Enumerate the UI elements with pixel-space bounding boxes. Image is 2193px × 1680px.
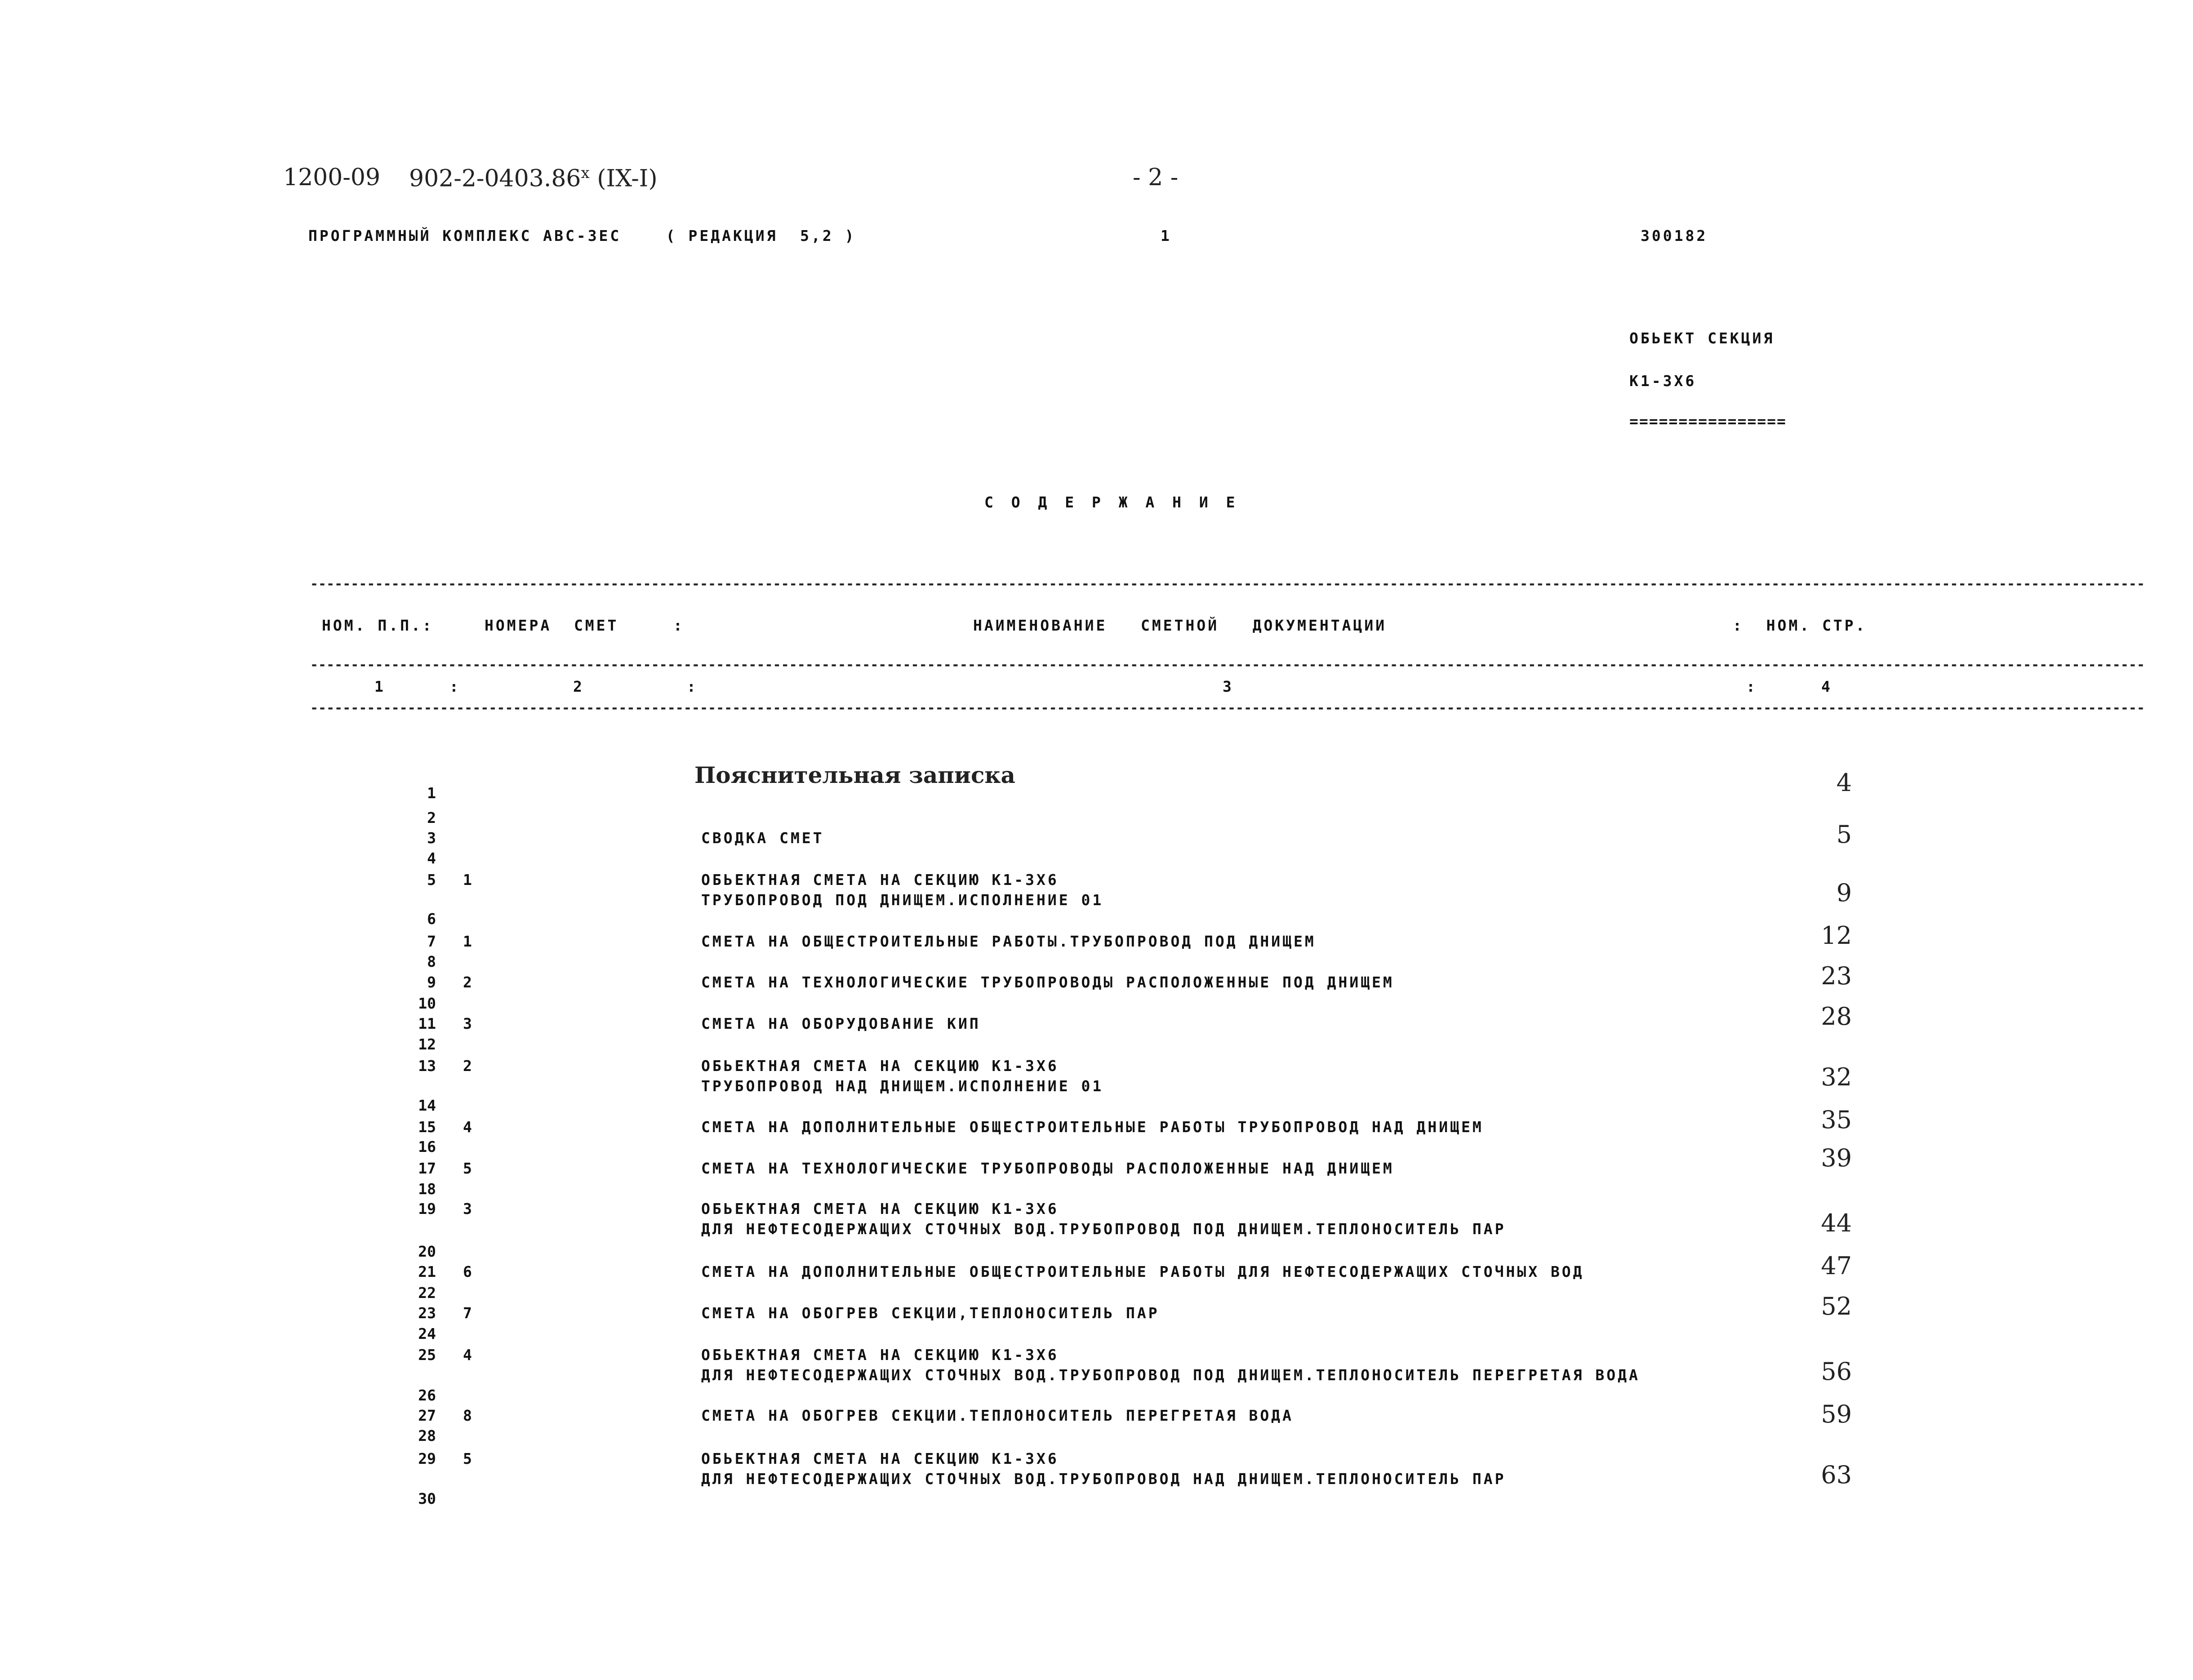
object-label: ОБЬЕКТ СЕКЦИЯ [1629, 329, 1775, 347]
row-title-line: ДЛЯ НЕФТЕСОДЕРЖАЩИХ СТОЧНЫХ ВОД.ТРУБОПРОВОД ПОД ДНИЩЕМ.ТЕПЛОНОСИТЕЛЬ ПЕРЕГРЕТАЯ ВОДА [701, 1366, 1640, 1384]
row-title-line: ОБЬЕКТНАЯ СМЕТА НА СЕКЦИЮ К1-3Х6 [701, 1200, 1059, 1218]
row-pp-number: 10 [418, 995, 436, 1012]
row-page-number: 56 [1821, 1357, 1852, 1386]
row-title-line: СМЕТА НА ТЕХНОЛОГИЧЕСКИЕ ТРУБОПРОВОДЫ РАСПОЛОЖЕННЫЕ ПОД ДНИЩЕМ [701, 973, 1394, 991]
row-title-line: ДЛЯ НЕФТЕСОДЕРЖАЩИХ СТОЧНЫХ ВОД.ТРУБОПРОВОД ПОД ДНИЩЕМ.ТЕПЛОНОСИТЕЛЬ ПАР [701, 1220, 1506, 1238]
column-header-page: : НОМ. СТР. [1733, 617, 1867, 634]
row-pp-number: 3 [427, 829, 436, 847]
row-title-line: ДЛЯ НЕФТЕСОДЕРЖАЩИХ СТОЧНЫХ ВОД.ТРУБОПРОВОД НАД ДНИЩЕМ.ТЕПЛОНОСИТЕЛЬ ПАР [701, 1470, 1506, 1488]
row-smeta-number: 1 [463, 933, 472, 950]
row-pp-number: 27 [418, 1407, 436, 1424]
row-pp-number: 17 [418, 1160, 436, 1177]
project-code-mark: x [581, 164, 590, 182]
row-pp-number: 29 [418, 1450, 436, 1467]
row-page-number: 47 [1821, 1252, 1852, 1280]
row-pp-number: 1 [427, 784, 436, 802]
row-title-line: СВОДКА СМЕТ [701, 829, 824, 847]
row-page-number: 52 [1821, 1292, 1852, 1320]
row-pp-number: 8 [427, 953, 436, 970]
row-page-number: 44 [1821, 1209, 1852, 1237]
row-page-number: 4 [1836, 769, 1852, 797]
row-page-number: 35 [1821, 1106, 1852, 1134]
row-pp-number: 4 [427, 849, 436, 867]
column-number-separator-3: : [1746, 678, 1757, 695]
row-smeta-number: 4 [463, 1346, 472, 1364]
header-rule-middle: ---------------------------------------------------------------------------------------------------------------------------------------------------------------------------------------------------------------------------------- [310, 657, 2145, 673]
row-page-number: 39 [1821, 1144, 1852, 1172]
row-pp-number: 28 [418, 1427, 436, 1444]
row-pp-number: 15 [418, 1118, 436, 1136]
row-smeta-number: 6 [463, 1263, 472, 1280]
row-title-line: СМЕТА НА ОБОГРЕВ СЕКЦИИ,ТЕПЛОНОСИТЕЛЬ ПАР [701, 1304, 1160, 1322]
row-smeta-number: 3 [463, 1015, 472, 1032]
row-title-line: СМЕТА НА ОБОГРЕВ СЕКЦИИ.ТЕПЛОНОСИТЕЛЬ ПЕРЕГРЕТАЯ ВОДА [701, 1407, 1294, 1424]
row-page-number: 32 [1821, 1063, 1852, 1091]
row-pp-number: 7 [427, 933, 436, 950]
row-smeta-number: 3 [463, 1200, 472, 1218]
column-number-separator-1: : [449, 678, 461, 695]
row-smeta-number: 5 [463, 1160, 472, 1177]
column-number-2: 2 [573, 678, 584, 695]
project-code [409, 164, 658, 192]
header-rule-top: ---------------------------------------------------------------------------------------------------------------------------------------------------------------------------------------------------------------------------------- [310, 576, 2145, 592]
column-number-3: 3 [1223, 678, 1234, 695]
row-title-line: ТРУБОПРОВОД ПОД ДНИЩЕМ.ИСПОЛНЕНИЕ 01 [701, 891, 1104, 909]
row-pp-number: 9 [427, 973, 436, 991]
row-title-line: Пояснительная записка [694, 762, 1015, 788]
row-title-line: ОБЬЕКТНАЯ СМЕТА НА СЕКЦИЮ К1-3Х6 [701, 871, 1059, 889]
row-pp-number: 24 [418, 1325, 436, 1342]
row-pp-number: 19 [418, 1200, 436, 1218]
row-pp-number: 23 [418, 1304, 436, 1322]
row-pp-number: 16 [418, 1138, 436, 1156]
row-page-number: 59 [1821, 1400, 1852, 1428]
column-header-pp: НОМ. П.П.: [322, 617, 434, 634]
row-pp-number: 11 [418, 1015, 436, 1032]
row-page-number: 5 [1836, 820, 1852, 849]
doc-code: 1200-09 [283, 164, 381, 191]
program-line: ПРОГРАММНЫЙ КОМПЛЕКС АВС-ЗЕС ( РЕДАКЦИЯ 5,2 ) [308, 227, 856, 244]
row-pp-number: 6 [427, 910, 436, 928]
project-volume: (IX-I) [597, 165, 658, 192]
row-title-line: ТРУБОПРОВОД НАД ДНИЩЕМ.ИСПОЛНЕНИЕ 01 [701, 1077, 1104, 1095]
page-number: - 2 - [1133, 164, 1179, 191]
row-title-line: СМЕТА НА ДОПОЛНИТЕЛЬНЫЕ ОБЩЕСТРОИТЕЛЬНЫЕ РАБОТЫ ДЛЯ НЕФТЕСОДЕРЖАЩИХ СТОЧНЫХ ВОД [701, 1263, 1584, 1280]
row-pp-number: 18 [418, 1180, 436, 1198]
object-code: К1-3Х6 [1629, 372, 1697, 390]
row-pp-number: 2 [427, 809, 436, 827]
project-code-number: 902-2-0403.86 [409, 165, 581, 192]
row-title-line: СМЕТА НА ОБОРУДОВАНИЕ КИП [701, 1015, 981, 1032]
column-header-smeta: НОМЕРА СМЕТ [485, 617, 619, 634]
column-number-1: 1 [374, 678, 386, 695]
row-smeta-number: 7 [463, 1304, 472, 1322]
column-number-4: 4 [1821, 678, 1833, 695]
row-title-line: СМЕТА НА ТЕХНОЛОГИЧЕСКИЕ ТРУБОПРОВОДЫ РАСПОЛОЖЕННЫЕ НАД ДНИЩЕМ [701, 1160, 1394, 1177]
row-smeta-number: 2 [463, 1057, 472, 1075]
row-page-number: 28 [1821, 1002, 1852, 1031]
row-title-line: ОБЬЕКТНАЯ СМЕТА НА СЕКЦИЮ К1-3Х6 [701, 1057, 1059, 1075]
row-page-number: 12 [1821, 921, 1852, 950]
row-pp-number: 22 [418, 1284, 436, 1302]
row-pp-number: 21 [418, 1263, 436, 1280]
column-number-separator-2: : [687, 678, 698, 695]
row-pp-number: 26 [418, 1387, 436, 1404]
object-underline: ================ [1629, 413, 1787, 430]
row-page-number: 9 [1836, 879, 1852, 907]
row-pp-number: 13 [418, 1057, 436, 1075]
header-rule-bottom: ---------------------------------------------------------------------------------------------------------------------------------------------------------------------------------------------------------------------------------- [310, 700, 2145, 716]
row-smeta-number: 4 [463, 1118, 472, 1136]
row-title-line: ОБЬЕКТНАЯ СМЕТА НА СЕКЦИЮ К1-3Х6 [701, 1450, 1059, 1467]
row-pp-number: 12 [418, 1036, 436, 1053]
row-smeta-number: 1 [463, 871, 472, 889]
row-smeta-number: 2 [463, 973, 472, 991]
row-smeta-number: 8 [463, 1407, 472, 1424]
row-title-line: СМЕТА НА ОБЩЕСТРОИТЕЛЬНЫЕ РАБОТЫ.ТРУБОПРОВОД ПОД ДНИЩЕМ [701, 933, 1316, 950]
row-pp-number: 20 [418, 1243, 436, 1260]
row-title-line: СМЕТА НА ДОПОЛНИТЕЛЬНЫЕ ОБЩЕСТРОИТЕЛЬНЫЕ РАБОТЫ ТРУБОПРОВОД НАД ДНИЩЕМ [701, 1118, 1484, 1136]
sheet-number: 1 [1161, 227, 1172, 244]
contents-title: С О Д Е Р Ж А Н И Е [984, 493, 1240, 511]
row-pp-number: 5 [427, 871, 436, 889]
row-title-line: ОБЬЕКТНАЯ СМЕТА НА СЕКЦИЮ К1-3Х6 [701, 1346, 1059, 1364]
column-header-name: НАИМЕНОВАНИЕ СМЕТНОЙ ДОКУМЕНТАЦИИ [973, 617, 1387, 634]
row-pp-number: 30 [418, 1490, 436, 1507]
row-pp-number: 14 [418, 1097, 436, 1114]
row-smeta-number: 5 [463, 1450, 472, 1467]
row-pp-number: 25 [418, 1346, 436, 1364]
column-header-separator: : [673, 617, 685, 634]
row-page-number: 63 [1821, 1461, 1852, 1489]
document-id: 300182 [1641, 227, 1708, 244]
row-page-number: 23 [1821, 962, 1852, 990]
